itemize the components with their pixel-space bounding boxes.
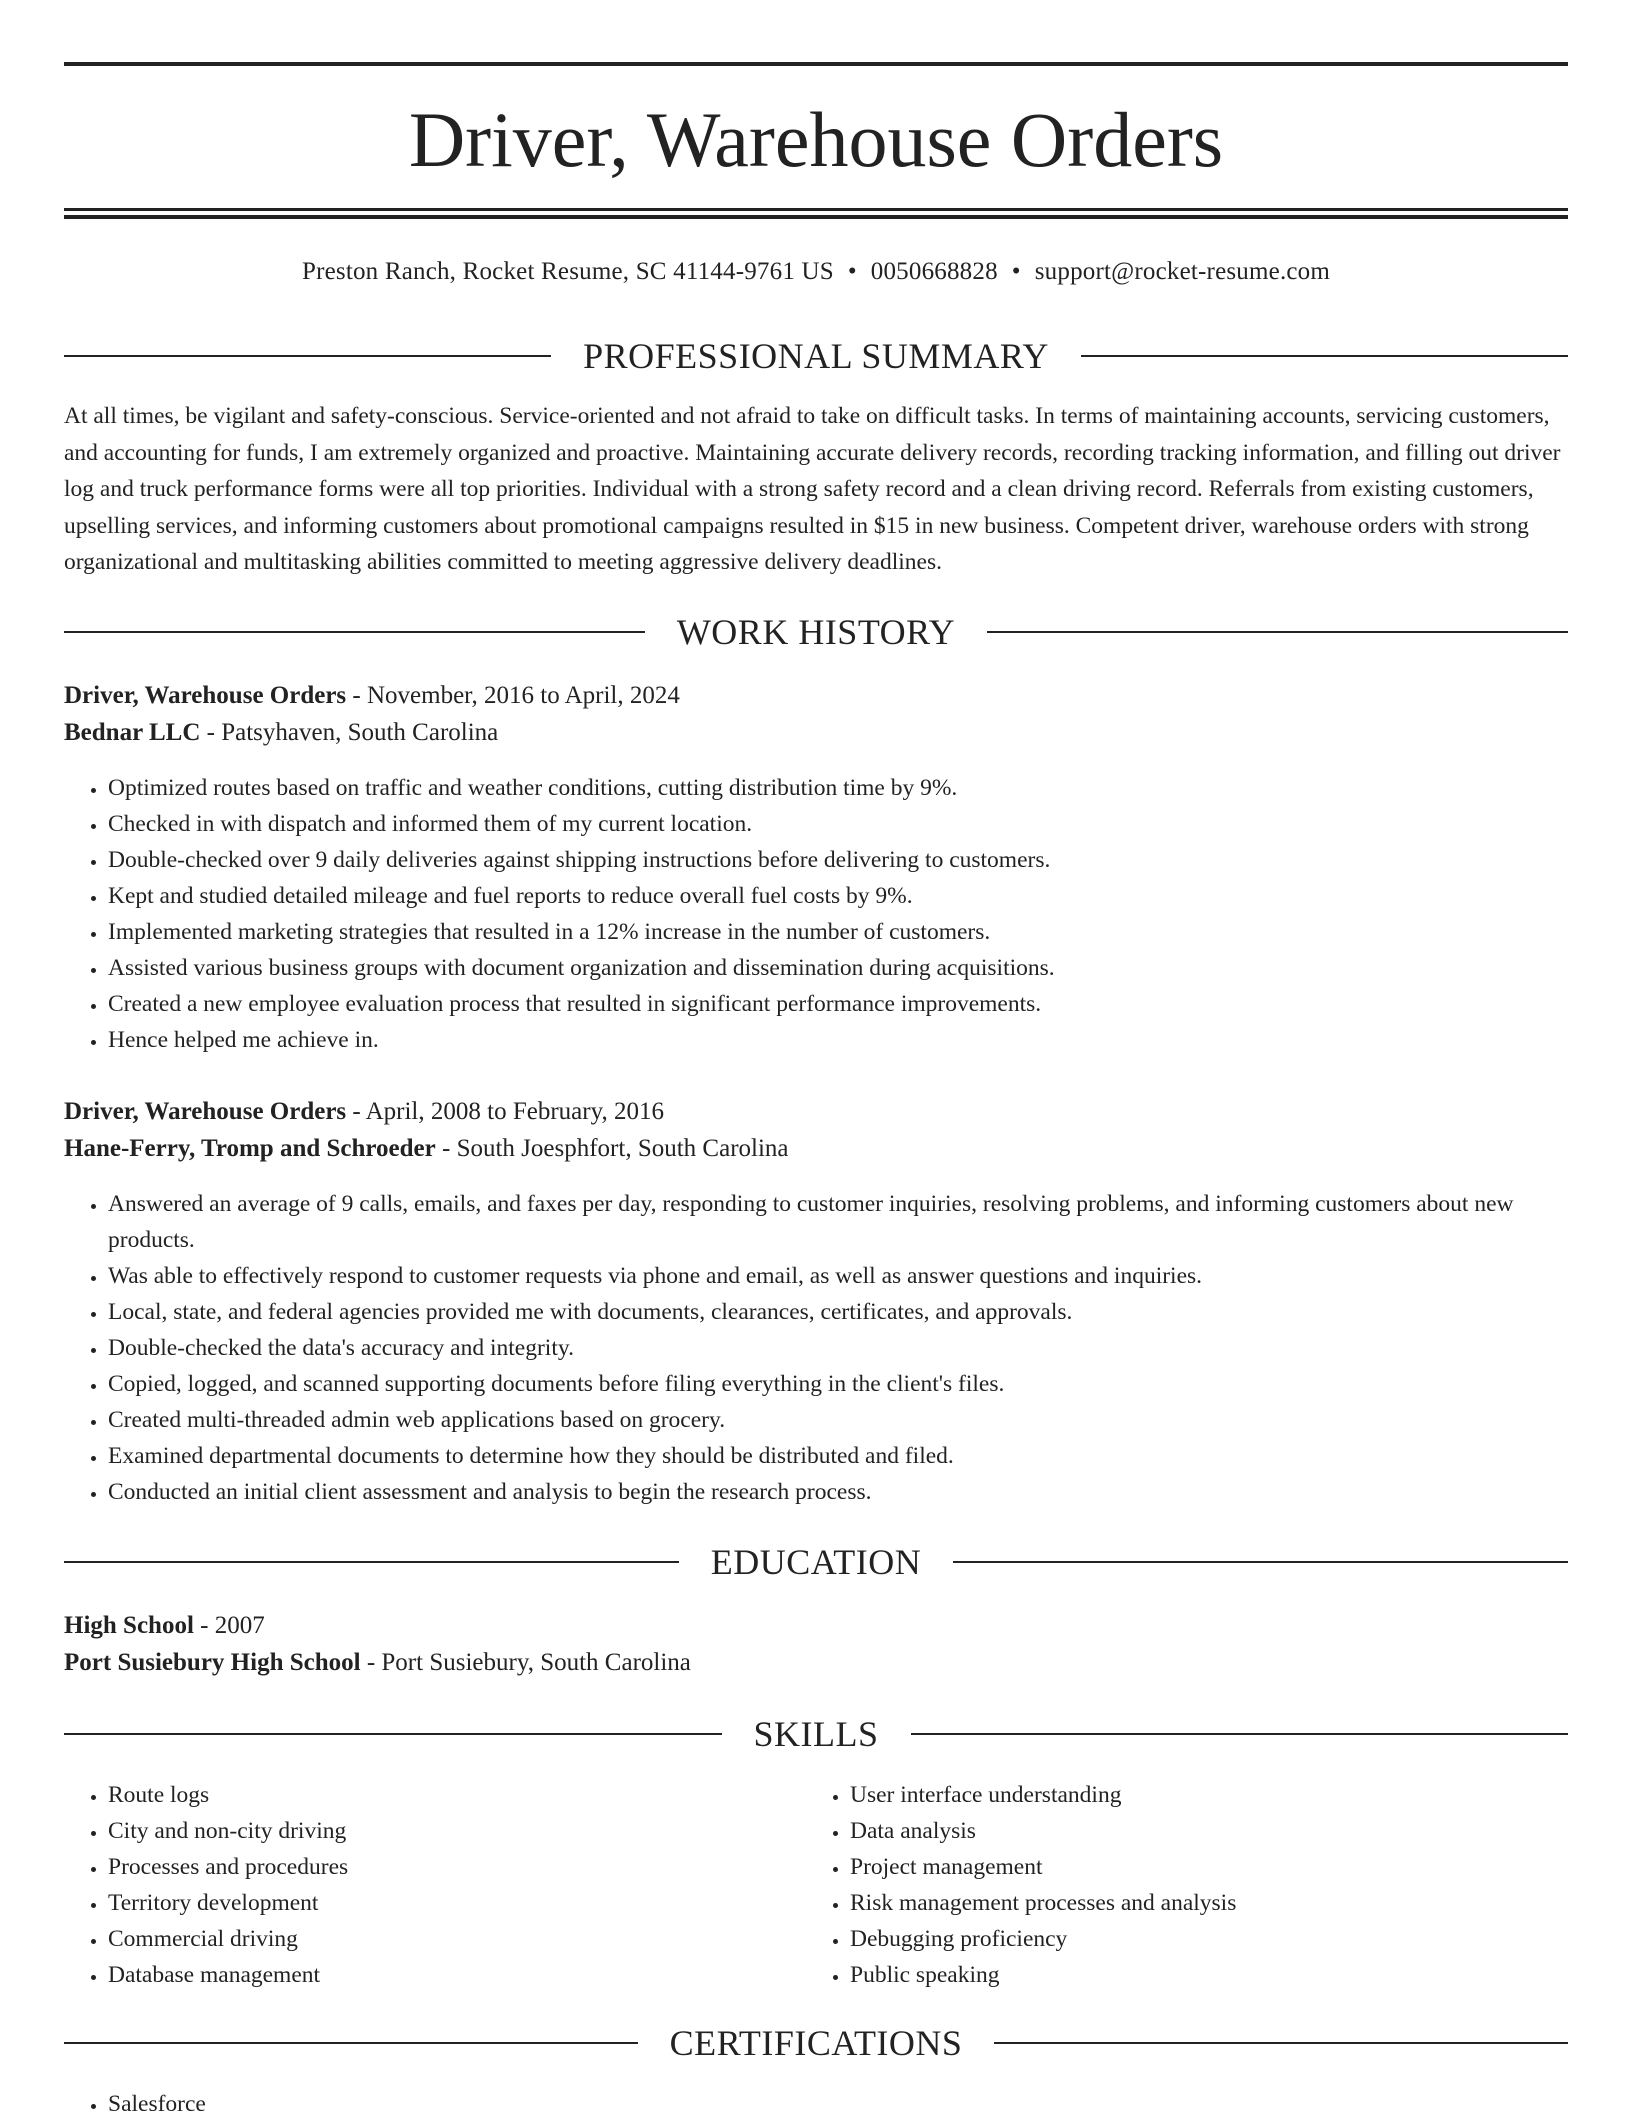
header-double-rule-lower — [64, 215, 1568, 219]
job-2-title: Driver, Warehouse Orders — [64, 1098, 347, 1125]
job-bullet: • Checked in with dispatch and informed them of my current location. — [108, 806, 1568, 842]
work-heading-label: WORK HISTORY — [676, 612, 956, 652]
header-top-rule — [64, 62, 1568, 66]
skill-item: • Territory development — [108, 1885, 808, 1921]
summary-section-heading — [64, 334, 1568, 378]
skill-item: • Database management — [108, 1957, 808, 1993]
skills-heading-label: SKILLS — [753, 1714, 879, 1754]
job-bullet: • Double-checked the data's accuracy and integrity. — [108, 1330, 1568, 1366]
heading-rule-right — [987, 631, 1568, 633]
job-bullet: • Kept and studied detailed mileage and fuel reports to reduce overall fuel costs by 9%. — [108, 878, 1568, 914]
job-1-title-line — [64, 677, 1568, 715]
skill-item: • Public speaking — [850, 1957, 1610, 1993]
skill-item: • Data analysis — [850, 1813, 1610, 1849]
job-bullet: • Conducted an initial client assessment and analysis to begin the research process. — [108, 1474, 1568, 1510]
skill-item: • Risk management processes and analysis — [850, 1885, 1610, 1921]
job-bullet: • Double-checked over 9 daily deliveries against shipping instructions before delivering to customers. — [108, 842, 1568, 878]
job-1-company-line — [64, 714, 1568, 752]
job-bullet: • Answered an average of 9 calls, emails, and faxes per day, responding to customer inquiries, resolving problems, and informing customers about new products. — [108, 1186, 1568, 1258]
heading-rule-left — [64, 355, 551, 357]
education-school: Port Susiebury High School — [64, 1649, 361, 1676]
heading-rule-left — [64, 2042, 638, 2044]
contact-email: support@rocket-resume.com — [1034, 258, 1331, 285]
skills-list-left — [64, 1777, 808, 1993]
job-2-company-line — [64, 1130, 1568, 1168]
job-bullet: • Examined departmental documents to determine how they should be distributed and filed. — [108, 1438, 1568, 1474]
job-bullet: • Local, state, and federal agencies provided me with documents, clearances, certificates, and approvals. — [108, 1294, 1568, 1330]
contact-line — [64, 256, 1568, 288]
contact-separator: • — [1011, 258, 1021, 285]
skill-item: • User interface understanding — [850, 1777, 1610, 1813]
heading-rule-right — [953, 1561, 1568, 1563]
contact-phone: 0050668828 — [870, 258, 998, 285]
education-section-heading — [64, 1540, 1568, 1584]
job-bullet: • Created multi-threaded admin web applications based on grocery. — [108, 1402, 1568, 1438]
certifications-list — [64, 2086, 1568, 2122]
header-double-rule-upper — [64, 208, 1568, 211]
contact-separator: • — [847, 258, 857, 285]
summary-text: At all times, be vigilant and safety-conscious. Service-oriented and not afraid to take on difficult tasks. In terms of maintaining accounts, servicing customers, and accounting for funds, I am extremely organized and proactive. Maintaining accurate delivery records, recording tracking information, and filling out driver log and truck performance forms were all top priorities. Individual with a strong safety record and a clean driving record. Referrals from existing customers, upselling services, and informing customers about promotional campaigns resulted in $15 in new business. Competent driver, warehouse orders with strong organizational and multitasking abilities committed to meeting aggressive delivery deadlines. — [64, 403, 1561, 575]
job-1-bullets — [64, 770, 1568, 1058]
skill-item: • Route logs — [108, 1777, 808, 1813]
job-bullet: • Hence helped me achieve in. — [108, 1022, 1568, 1058]
heading-rule-right — [994, 2042, 1568, 2044]
job-bullet: • Implemented marketing strategies that resulted in a 12% increase in the number of customers. — [108, 914, 1568, 950]
skills-list-right — [806, 1777, 1610, 1993]
summary-heading-label: PROFESSIONAL SUMMARY — [583, 336, 1049, 376]
contact-address: Preston Ranch, Rocket Resume, SC 41144-9761 US — [301, 258, 834, 285]
education-year: - 2007 — [193, 1612, 265, 1639]
job-1-dates: - November, 2016 to April, 2024 — [346, 682, 680, 709]
skill-item: • Project management — [850, 1849, 1610, 1885]
job-bullet: • Assisted various business groups with document organization and dissemination during acquisitions. — [108, 950, 1568, 986]
job-2-dates: - April, 2008 to February, 2016 — [346, 1098, 664, 1125]
job-1-title: Driver, Warehouse Orders — [64, 682, 347, 709]
skills-section-heading — [64, 1712, 1568, 1756]
job-bullet: • Created a new employee evaluation process that resulted in significant performance improvements. — [108, 986, 1568, 1022]
job-2-company: Hane-Ferry, Tromp and Schroeder — [64, 1135, 436, 1162]
job-2-location: - South Joesphfort, South Carolina — [435, 1135, 789, 1162]
certifications-heading-label: CERTIFICATIONS — [669, 2023, 963, 2063]
job-bullet: • Copied, logged, and scanned supporting documents before filing everything in the client's files. — [108, 1366, 1568, 1402]
skill-item: • City and non-city driving — [108, 1813, 808, 1849]
certifications-section-heading — [64, 2021, 1568, 2065]
heading-rule-left — [64, 1733, 722, 1735]
education-degree-line — [64, 1607, 1568, 1645]
heading-rule-left — [64, 631, 645, 633]
education-school-line — [64, 1644, 1568, 1682]
job-2-bullets — [64, 1186, 1568, 1510]
heading-rule-right — [911, 1733, 1569, 1735]
skill-item: • Debugging proficiency — [850, 1921, 1610, 1957]
skill-item: • Processes and procedures — [108, 1849, 808, 1885]
job-1-location: - Patsyhaven, South Carolina — [200, 719, 499, 746]
certification-item: • Salesforce — [108, 2086, 1568, 2122]
job-2-title-line — [64, 1093, 1568, 1131]
education-location: - Port Susiebury, South Carolina — [360, 1649, 691, 1676]
resume-title: Driver, Warehouse Orders — [408, 96, 1224, 183]
education-degree: High School — [64, 1612, 194, 1639]
work-section-heading — [64, 610, 1568, 654]
education-heading-label: EDUCATION — [710, 1542, 922, 1582]
heading-rule-right — [1081, 355, 1568, 357]
job-1-company: Bednar LLC — [64, 719, 201, 746]
job-bullet: • Optimized routes based on traffic and weather conditions, cutting distribution time by 9%. — [108, 770, 1568, 806]
skill-item: • Commercial driving — [108, 1921, 808, 1957]
job-bullet: • Was able to effectively respond to customer requests via phone and email, as well as answer questions and inquiries. — [108, 1258, 1568, 1294]
heading-rule-left — [64, 1561, 679, 1563]
